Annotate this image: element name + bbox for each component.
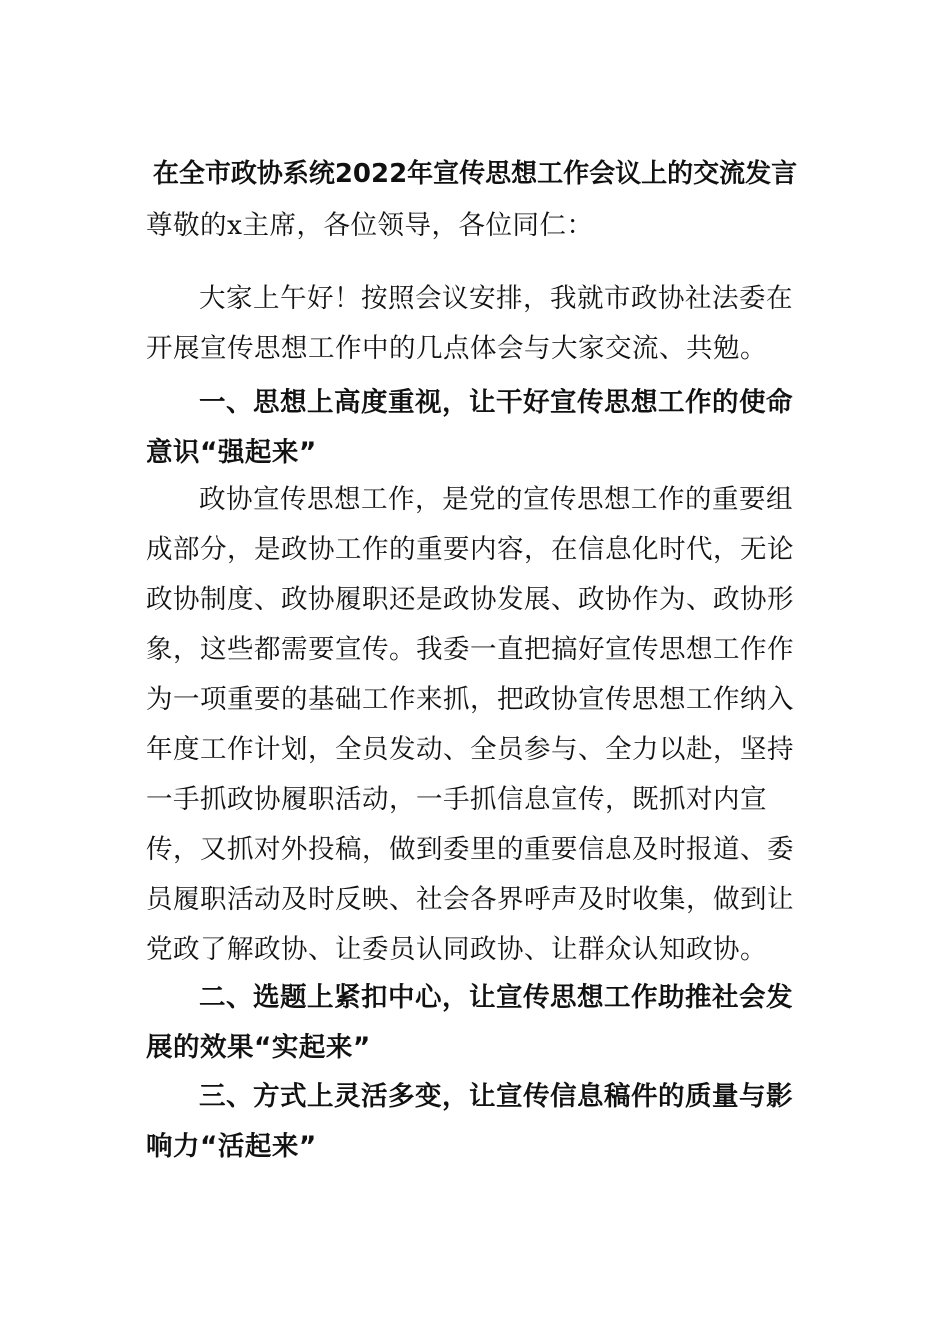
section-1-paragraph: 政协宣传思想工作，是党的宣传思想工作的重要组成部分，是政协工作的重要内容，在信息化时代，无论政协制度、政协履职还是政协发展、政协作为、政协形象，这些都需要宣传。我委一直把搞好宣传思想工作作为一项重要的基础工作来抓，把政协宣传思想工作纳入年度工作计划，全员发动、全员参与、全力以赴，坚持一手抓政协履职活动，一手抓信息宣传，既抓对内宣传，又抓对外投稿，做到委里的重要信息及时报道、委员履职活动及时反映、社会各界呼声及时收集，做到让党政了解政协、让委员认同政协、让群众认知政协。 xyxy=(146,484,794,965)
section-heading-1: 一、思想上高度重视，让干好宣传思想工作的使命意识“强起来” xyxy=(146,387,793,468)
section-heading-3: 三、方式上灵活多变，让宣传信息稿件的质量与影响力“活起来” xyxy=(146,1081,793,1162)
section-heading-2: 二、选题上紧扣中心，让宣传思想工作助推社会发展的效果“实起来” xyxy=(146,982,793,1063)
document-title: 在全市政协系统2022年宣传思想工作会议上的交流发言 xyxy=(152,159,798,189)
intro-paragraph: 大家上午好！按照会议安排，我就市政协社法委在开展宣传思想工作中的几点体会与大家交流、共勉。 xyxy=(146,283,793,364)
salutation: 尊敬的x主席，各位领导，各位同仁： xyxy=(146,210,594,241)
